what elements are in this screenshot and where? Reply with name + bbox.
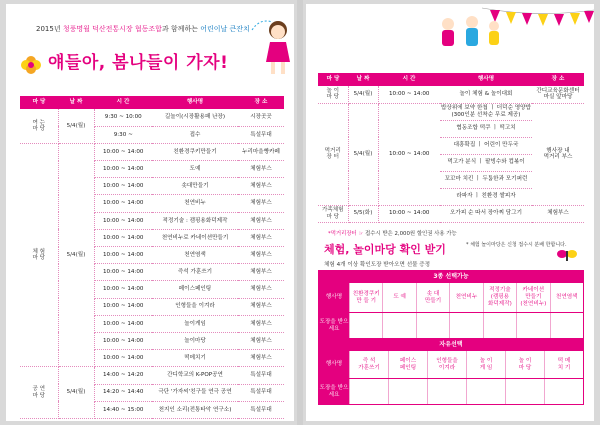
cell-time: 14:20 ~ 14:40: [94, 384, 152, 401]
flower-icon: [20, 54, 42, 76]
cell-place: 특설무대: [238, 367, 284, 384]
cell-place: 체험부스: [238, 212, 284, 229]
cell-time: 10:00 ~ 14:00: [378, 86, 440, 103]
cell-cat: 여 는 마 당: [20, 109, 58, 143]
col-header: 행사명: [152, 96, 238, 109]
cell-event: 도예: [152, 161, 238, 178]
cell-date: 5/4(월): [348, 103, 378, 205]
cell-time: 10:00 ~ 14:00: [94, 143, 152, 160]
subtitle-org: 청풍명월 덕산전통시장 협동조합: [62, 25, 162, 33]
stamp-a-event: 카네이션 만들기 (천연비누): [516, 283, 549, 312]
table-header-row: [20, 96, 284, 109]
table-row: [20, 143, 284, 160]
stamp-box: [449, 313, 482, 338]
cell-place: 체험부스: [238, 315, 284, 332]
cell-place: 누리마을빵카페: [238, 143, 284, 160]
stamp-a-event: 도 예: [382, 283, 415, 312]
cell-place: 특설무대: [238, 126, 284, 143]
right-page: [306, 4, 594, 421]
cell-time: 14:40 ~ 15:00: [94, 401, 152, 418]
stamp-b-event-row: [319, 350, 583, 378]
subtitle-year: 2015년: [36, 25, 63, 33]
stamp-box: [505, 379, 544, 404]
cell-date: 5/4(월): [58, 109, 94, 143]
cell-date: 5/5(화): [348, 205, 378, 222]
cell-event: 놀이마당: [152, 332, 238, 349]
page-fold: [297, 0, 303, 425]
cell-cat: 공 연 마 당: [20, 367, 58, 419]
cell-event: 간디학교의 K-POP공연: [152, 367, 238, 384]
stamp-a-event: 친환경쿠키 만 들 기: [349, 283, 382, 312]
cell-event: 천연비누로 카네이션만들기: [152, 229, 238, 246]
stamp-a-event: 천연염색: [550, 283, 583, 312]
col-header: 날 짜: [348, 73, 378, 86]
stamp-a-event-row: [319, 282, 583, 312]
cell-time: 10:00 ~ 14:00: [94, 332, 152, 349]
cell-time: 10:00 ~ 14:00: [94, 195, 152, 212]
table-header-row: [318, 73, 584, 86]
cell-cat: 놀 이 마 당: [318, 86, 348, 103]
stamp-box: [483, 313, 516, 338]
table-row: [318, 86, 584, 103]
cell-event: 솟대만들기: [152, 178, 238, 195]
cell-place: 체험부스: [238, 178, 284, 195]
cell-time: 10:00 ~ 14:00: [94, 281, 152, 298]
cell-event: 먹고가 분식 ㅣ 팥빙수와 컵볶이: [440, 154, 532, 171]
stamp-box: [516, 313, 549, 338]
cell-date: 5/4(월): [348, 86, 378, 103]
cell-event: 인형들을 이겨라: [152, 298, 238, 315]
stamp-a-box-row: [319, 312, 583, 338]
stamp-b-event: 인형들을 이겨라: [427, 351, 466, 378]
stamp-box: [544, 379, 583, 404]
cell-time: 10:00 ~ 14:00: [94, 264, 152, 281]
cell-time: 10:00 ~ 14:00: [94, 315, 152, 332]
cell-event: 협동조합 떡쿠 ㅣ 떡고치: [440, 120, 532, 137]
stamp-box: [427, 379, 466, 404]
cell-event: 천지인 소리(전통타악 연구소): [152, 401, 238, 418]
stamp-section-sub: 체험 4개 이상 확인도장 받아오면 선물 증정: [324, 262, 431, 268]
col-header: 날 짜: [58, 96, 94, 109]
table-row: [20, 367, 284, 384]
cell-event: 즉석 가훈쓰기: [152, 264, 238, 281]
cell-event: 접수: [152, 126, 238, 143]
cell-place: 체험부스: [238, 161, 284, 178]
cell-time: 10:00 ~ 14:00: [94, 229, 152, 246]
cell-date: 5/4(월): [58, 143, 94, 366]
subtitle-event: 어린이날 큰잔치: [200, 25, 250, 33]
cell-time: 10:00 ~ 14:00: [378, 205, 440, 222]
cell-event: 대흥확집 ㅣ 어린이 만두국: [440, 137, 532, 154]
subtitle-mid: 과 함께하는: [161, 25, 201, 33]
stamp-box: [388, 379, 427, 404]
col-header: 장 소: [532, 73, 584, 86]
cell-time: 10:00 ~ 14:00: [94, 298, 152, 315]
stamp-b-event: 페이스 페인팅: [388, 351, 427, 378]
cell-time: 10:00 ~ 14:00: [94, 212, 152, 229]
cell-place: 체험부스: [238, 229, 284, 246]
cell-event: 천연염색: [152, 247, 238, 264]
food-footnote: *먹거리장터 ☞ 접수시 받은 2,000원 할인권 사용 가능: [328, 231, 457, 237]
page-title: 얘들아, 봄나들이 가자!: [48, 53, 229, 73]
cell-time: 10:00 ~ 14:00: [378, 103, 440, 205]
cell-place: 행사장 내 먹거리 부스: [532, 103, 584, 205]
stamp-box: [550, 313, 583, 338]
stamp-box: [349, 313, 382, 338]
footnote-mark: *먹거리장터: [328, 231, 359, 237]
footnote-text: 접수시 받은 2,000원 할인권 사용 가능: [365, 231, 457, 237]
cell-event: 길놀이(시장활용패 난장): [152, 109, 238, 126]
cell-time: 9:30 ~: [94, 126, 152, 143]
stamp-box: [349, 379, 388, 404]
cell-place: 체험부스: [238, 332, 284, 349]
stamp-b-box-row: [319, 378, 583, 404]
col-header: 시 간: [378, 73, 440, 86]
cell-place: 체험부스: [238, 281, 284, 298]
stamp-a-event: 천연비누: [449, 283, 482, 312]
stamp-b-box-label: 도장을 받으세요: [319, 379, 349, 404]
cell-event: 페이스페인팅: [152, 281, 238, 298]
cell-date: 5/4(월): [58, 367, 94, 419]
cell-time: 10:00 ~ 14:00: [94, 247, 152, 264]
cell-time: 10:00 ~ 14:00: [94, 178, 152, 195]
left-page: [6, 4, 294, 421]
col-header: 시 간: [94, 96, 152, 109]
cell-event: 떡메치기: [152, 350, 238, 367]
left-schedule-table: [20, 96, 284, 419]
cell-event: 극단 '가자씨'친구들 연극 공연: [152, 384, 238, 401]
stamp-a-box-label: 도장을 받으세요: [319, 313, 349, 338]
stamp-section-title: 체험, 놀이마당 확인 받기: [324, 243, 446, 256]
stamp-card-b: [318, 338, 584, 405]
stamp-a-event-label: 행사명: [319, 283, 349, 312]
cell-time: 14:00 ~ 14:20: [94, 367, 152, 384]
col-header: 마 당: [20, 96, 58, 109]
stamp-card-a: [318, 270, 584, 339]
girl-illustration-icon: [248, 10, 294, 78]
col-header: 마 당: [318, 73, 348, 86]
cell-event: 오가피 순 따서 장아찌 담그기: [440, 205, 532, 222]
cell-cat: 가족체험 마 당: [318, 205, 348, 222]
cell-event: 적정기술 : 캠핑용화덕제작: [152, 212, 238, 229]
stamp-b-event-label: 행사명: [319, 351, 349, 378]
cell-place: 특설무대: [238, 384, 284, 401]
col-header: 행사명: [440, 73, 532, 86]
stamp-section-note: * 체험 놀이마당은 신청 접수시 분배 한합니다.: [466, 242, 567, 248]
cell-event: 친환경쿠키만들기: [152, 143, 238, 160]
cell-event: 꼬꼬마 치킨 ㅣ 두툼한과 모기퍼런: [440, 171, 532, 188]
cell-event: 놀이게임: [152, 315, 238, 332]
cell-place: 체험부스: [238, 264, 284, 281]
butterfly-icon: [556, 248, 578, 262]
cell-time: 10:00 ~ 14:00: [94, 350, 152, 367]
table-row: [20, 109, 284, 126]
cell-place: 시장곳곳: [238, 109, 284, 126]
stamp-b-event: 놀 이 마 당: [505, 351, 544, 378]
cell-time: 10:00 ~ 14:00: [94, 161, 152, 178]
table-row: [318, 103, 584, 120]
stamp-box: [416, 313, 449, 338]
cell-time: 9:30 ~ 10:00: [94, 109, 152, 126]
cell-place: 체험부스: [238, 350, 284, 367]
cell-event: 라파자 ㅣ 친환경 쌀피자: [440, 188, 532, 205]
cell-event: 놀이 체험 & 놀이대회: [440, 86, 532, 103]
stamp-box: [466, 379, 505, 404]
cell-event: 밥상위에 보약 한첩 ㅣ 더덕순 영양밥 (300인분 선착순 무료 제공): [440, 103, 532, 120]
stamp-b-event: 즉 석 가훈쓰기: [349, 351, 388, 378]
stamp-card-a-title: 3종 선택가능: [319, 271, 583, 282]
stamp-card-b-title: 자유선택: [319, 339, 583, 350]
cell-place: 체험부스: [532, 205, 584, 222]
stamp-a-event: 적정기술 (캠핑용 화덕제작): [483, 283, 516, 312]
cell-place: 체험부스: [238, 195, 284, 212]
cell-place: 특설무대: [238, 401, 284, 418]
right-schedule-table: [318, 73, 584, 223]
cell-place: 간디교육문화센터 마실 앞마당: [532, 86, 584, 103]
col-header: 장 소: [238, 96, 284, 109]
cell-cat: 먹거리 장 터: [318, 103, 348, 205]
stamp-b-event: 떡 메 치 기: [544, 351, 583, 378]
event-subtitle: [36, 24, 250, 34]
stamp-b-event: 놀 이 게 임: [466, 351, 505, 378]
kids-illustration-icon: [432, 10, 512, 56]
cell-place: 체험부스: [238, 247, 284, 264]
table-row: [318, 205, 584, 222]
stamp-box: [382, 313, 415, 338]
cell-cat: 체 험 마 당: [20, 143, 58, 366]
cell-event: 천연비누: [152, 195, 238, 212]
stamp-a-event: 솟 대 만들기: [416, 283, 449, 312]
cell-place: 체험부스: [238, 298, 284, 315]
